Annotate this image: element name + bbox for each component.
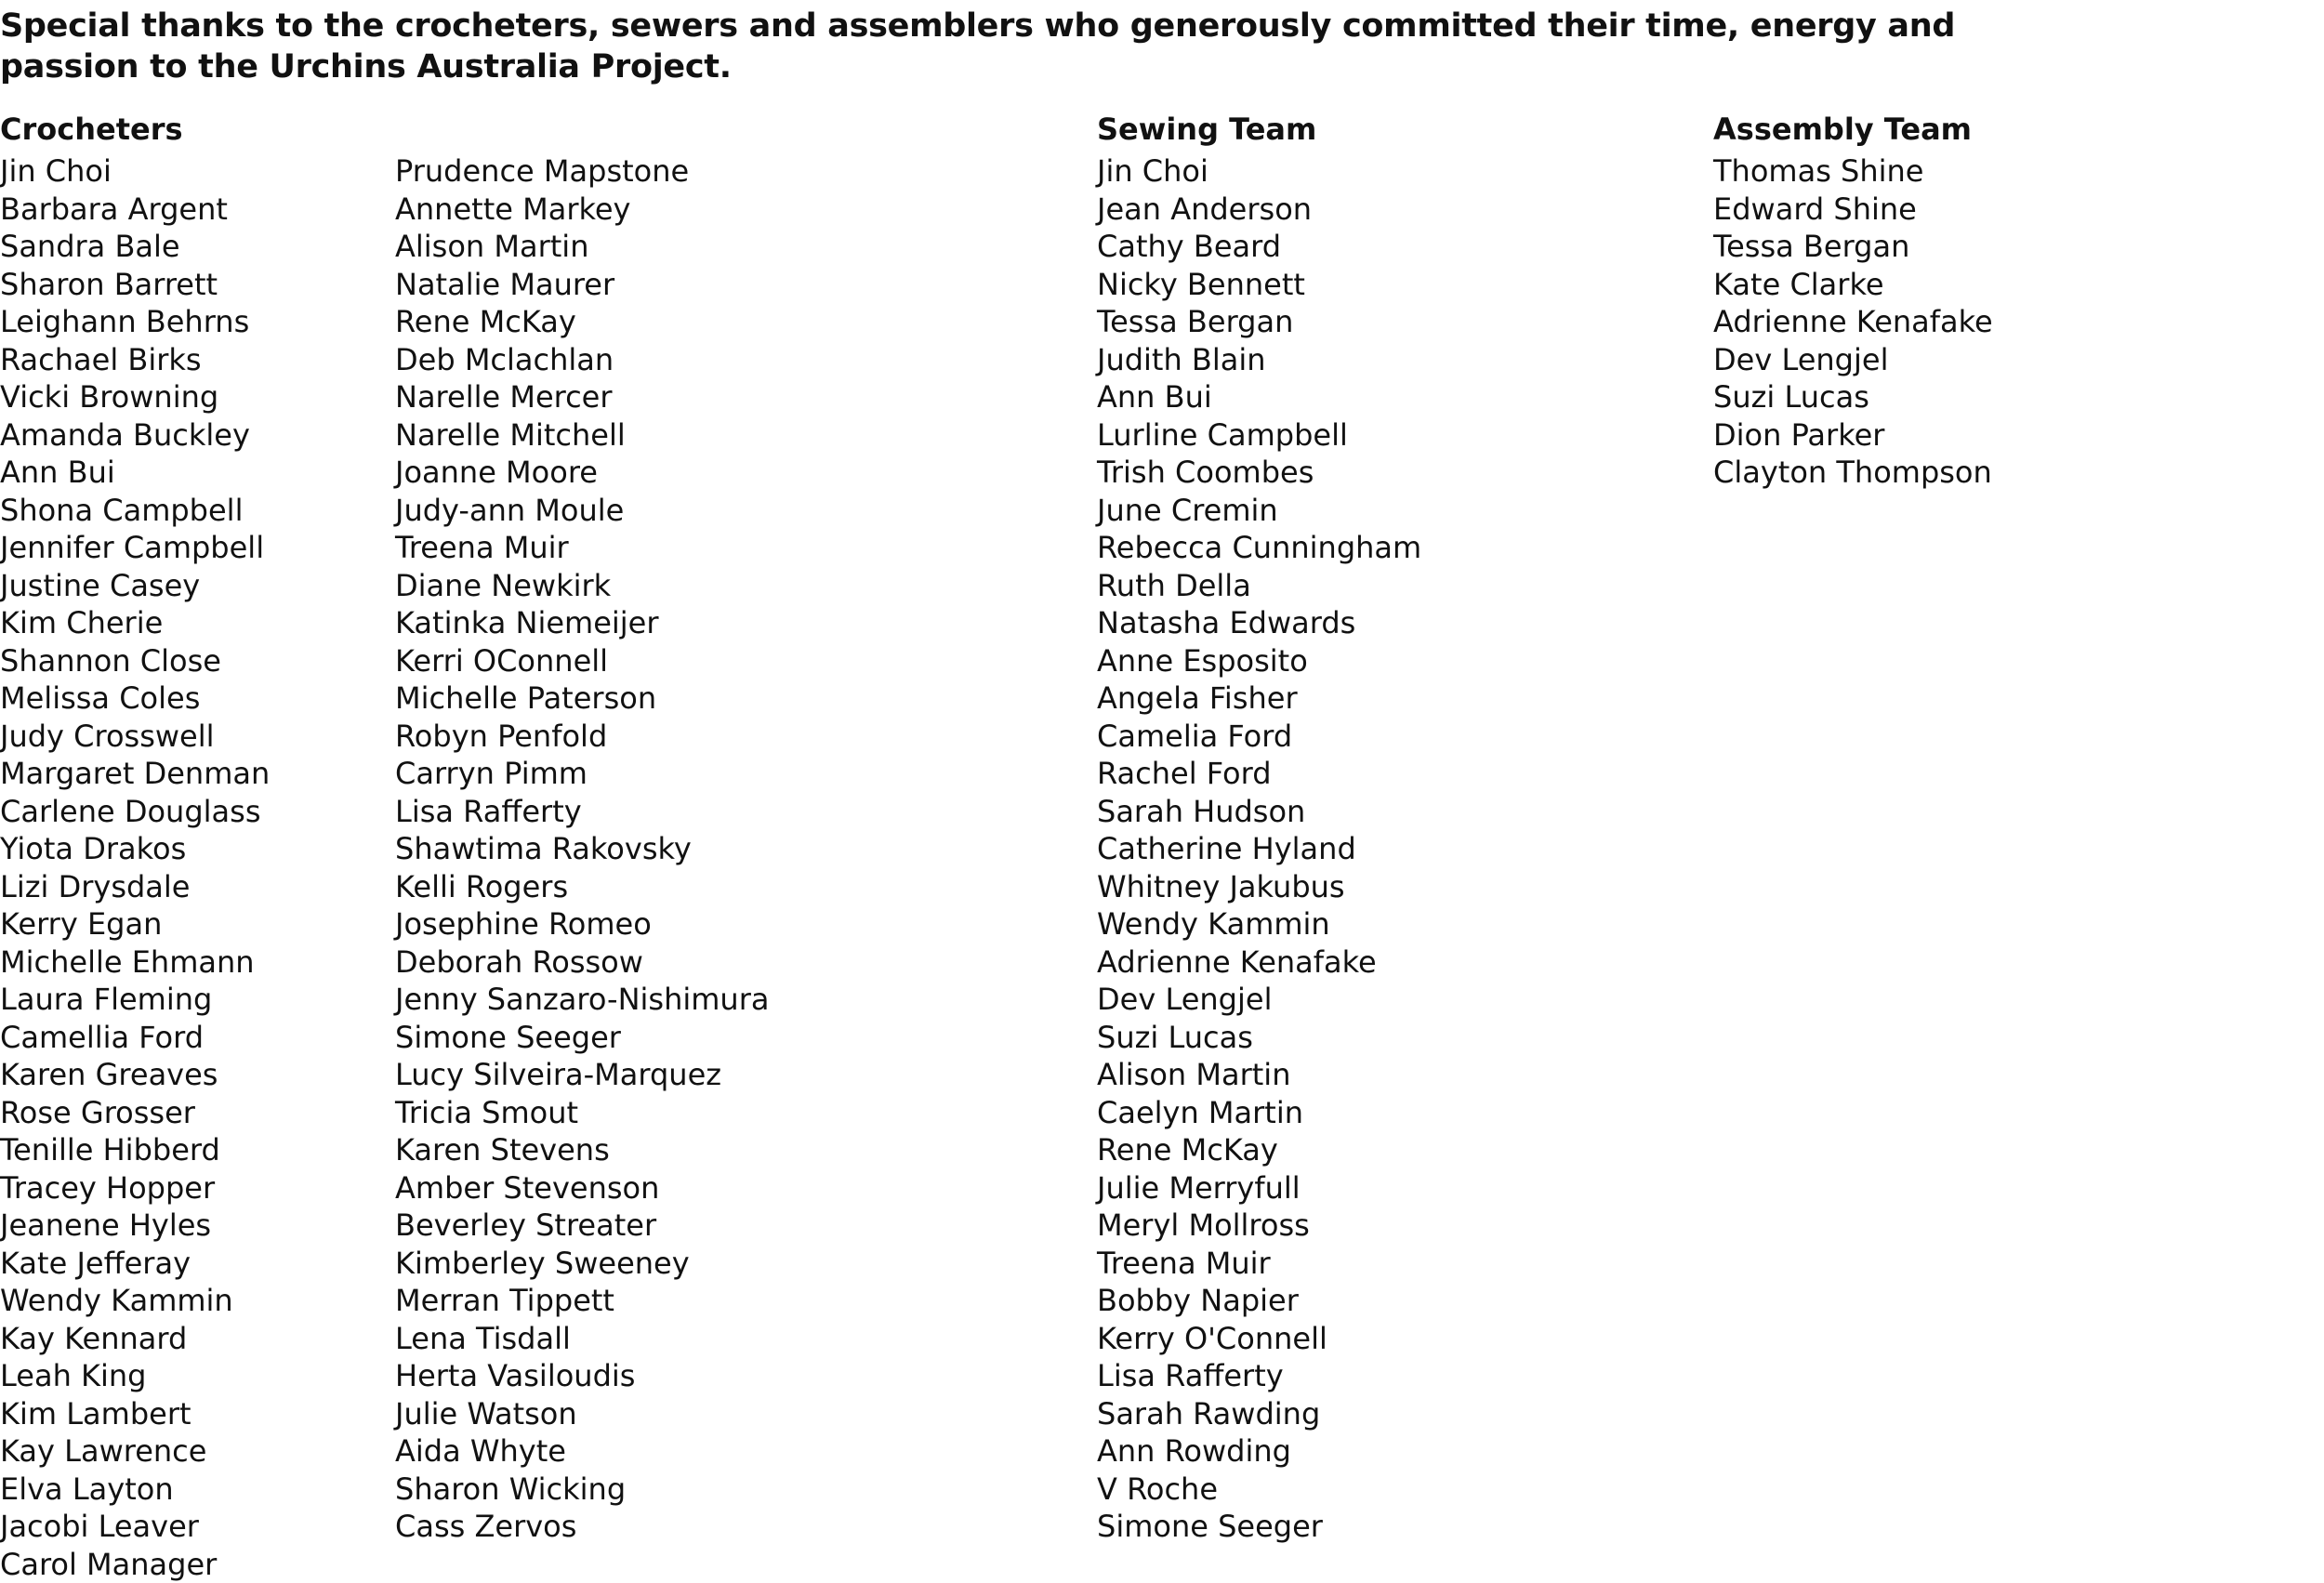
assembly-team-list [1713,152,1993,492]
list-item: Whitney Jakubus [1097,868,1421,906]
crocheters-list-2 [395,152,769,1546]
list-item: Michelle Ehmann [0,943,270,982]
list-item: Kim Cherie [0,604,270,642]
list-item: Narelle Mitchell [395,416,769,455]
list-item: Jin Choi [1097,152,1421,191]
assembly-team-heading: Assembly Team [1713,106,1993,152]
list-item: Wendy Kammin [1097,905,1421,943]
list-item: Caelyn Martin [1097,1094,1421,1132]
list-item: June Cremin [1097,492,1421,530]
list-item: Alison Martin [1097,1056,1421,1094]
list-item: Leighann Behrns [0,303,270,341]
list-item: Clayton Thompson [1713,454,1993,492]
list-item: Nicky Bennett [1097,266,1421,304]
list-item: Edward Shine [1713,191,1993,229]
list-item: Julie Merryfull [1097,1169,1421,1207]
list-item: Camelia Ford [1097,718,1421,756]
list-item: Jin Choi [0,152,270,191]
list-item: Deb Mclachlan [395,341,769,379]
list-item: Kay Kennard [0,1320,270,1358]
list-item: Lena Tisdall [395,1320,769,1358]
list-item: Rose Grosser [0,1094,270,1132]
list-item: Alison Martin [395,228,769,266]
list-item: Kim Lambert [0,1395,270,1433]
list-item: Shannon Close [0,642,270,680]
list-item: Dion Parker [1713,416,1993,455]
list-item: Sandra Bale [0,228,270,266]
list-item: Dev Lengjel [1713,341,1993,379]
list-item: Judy Crosswell [0,718,270,756]
list-item: Cass Zervos [395,1508,769,1546]
list-item: Sarah Rawding [1097,1395,1421,1433]
list-item: Shawtima Rakovsky [395,830,769,868]
list-item: Barbara Argent [0,191,270,229]
list-item: Carlene Douglass [0,793,270,831]
list-item: Anne Esposito [1097,642,1421,680]
list-item: Treena Muir [1097,1245,1421,1283]
list-item: Amber Stevenson [395,1169,769,1207]
list-item: Jean Anderson [1097,191,1421,229]
list-item: Joanne Moore [395,454,769,492]
list-item: Lucy Silveira-Marquez [395,1056,769,1094]
sewing-team-column [1097,106,1421,1546]
list-item: Jennifer Campbell [0,529,270,567]
list-item: Lizi Drysdale [0,868,270,906]
list-item: Simone Seeger [1097,1508,1421,1546]
list-item: Tessa Bergan [1097,303,1421,341]
list-item: Tracey Hopper [0,1169,270,1207]
list-item: Adrienne Kenafake [1713,303,1993,341]
list-item: Michelle Paterson [395,679,769,718]
list-item: Tricia Smout [395,1094,769,1132]
list-item: Kay Lawrence [0,1432,270,1471]
list-item: Dev Lengjel [1097,981,1421,1019]
list-item: Ann Bui [0,454,270,492]
list-item: Margaret Denman [0,755,270,793]
list-item: Laura Fleming [0,981,270,1019]
list-item: Leah King [0,1357,270,1395]
list-item: Justine Casey [0,567,270,605]
list-item: Judith Blain [1097,341,1421,379]
list-item: Kerry O'Connell [1097,1320,1421,1358]
list-item: Kate Clarke [1713,266,1993,304]
list-item: Melissa Coles [0,679,270,718]
list-item: Elva Layton [0,1471,270,1509]
list-item: Angela Fisher [1097,679,1421,718]
list-item: Yiota Drakos [0,830,270,868]
list-item: Annette Markey [395,191,769,229]
list-item: Rene McKay [395,303,769,341]
list-item: Sharon Barrett [0,266,270,304]
list-item: Deborah Rossow [395,943,769,982]
list-item: Catherine Hyland [1097,830,1421,868]
list-item: Meryl Mollross [1097,1207,1421,1245]
list-item: Aida Whyte [395,1432,769,1471]
list-item: Simone Seeger [395,1019,769,1057]
list-item: Kerri OConnell [395,642,769,680]
list-item: Natasha Edwards [1097,604,1421,642]
list-item: Wendy Kammin [0,1282,270,1320]
crocheters-column-2 [395,106,769,1546]
list-item: Sarah Hudson [1097,793,1421,831]
list-item: Sharon Wicking [395,1471,769,1509]
list-item: Vicki Browning [0,378,270,416]
sewing-team-heading: Sewing Team [1097,106,1421,152]
sewing-team-list [1097,152,1421,1546]
list-item: Narelle Mercer [395,378,769,416]
column-heading-spacer [395,106,769,152]
list-item: Suzi Lucas [1713,378,1993,416]
list-item: Tenille Hibberd [0,1131,270,1169]
list-item: Karen Stevens [395,1131,769,1169]
list-item: Natalie Maurer [395,266,769,304]
list-item: Rachael Birks [0,341,270,379]
list-item: Ruth Della [1097,567,1421,605]
list-item: Prudence Mapstone [395,152,769,191]
list-item: Rachel Ford [1097,755,1421,793]
list-item: Merran Tippett [395,1282,769,1320]
list-item: Carryn Pimm [395,755,769,793]
list-item: Jeanene Hyles [0,1207,270,1245]
list-item: Treena Muir [395,529,769,567]
list-item: Lurline Campbell [1097,416,1421,455]
list-item: Robyn Penfold [395,718,769,756]
list-item: Ann Bui [1097,378,1421,416]
list-item: Karen Greaves [0,1056,270,1094]
list-item: Lisa Rafferty [395,793,769,831]
list-item: Julie Watson [395,1395,769,1433]
crocheters-heading: Crocheters [0,106,270,152]
list-item: Thomas Shine [1713,152,1993,191]
list-item: Rebecca Cunningham [1097,529,1421,567]
assembly-team-column [1713,106,1993,492]
list-item: Camellia Ford [0,1019,270,1057]
list-item: Amanda Buckley [0,416,270,455]
crocheters-column-1 [0,106,270,1583]
list-item: Kelli Rogers [395,868,769,906]
intro-heading: Special thanks to the crocheters, sewers and assemblers who generously committed their time, energy and passion to the Urchins Australia Project. [0,6,2045,87]
list-item: Judy-ann Moule [395,492,769,530]
list-item: Shona Campbell [0,492,270,530]
list-item: Ann Rowding [1097,1432,1421,1471]
list-item: Diane Newkirk [395,567,769,605]
list-item: Carol Manager [0,1546,270,1583]
list-item: Tessa Bergan [1713,228,1993,266]
list-item: Josephine Romeo [395,905,769,943]
list-item: Kate Jefferay [0,1245,270,1283]
list-item: Suzi Lucas [1097,1019,1421,1057]
list-item: Kerry Egan [0,905,270,943]
list-item: Bobby Napier [1097,1282,1421,1320]
list-item: Jenny Sanzaro-Nishimura [395,981,769,1019]
list-item: Beverley Streater [395,1207,769,1245]
crocheters-list-1 [0,152,270,1583]
list-item: Kimberley Sweeney [395,1245,769,1283]
list-item: Cathy Beard [1097,228,1421,266]
list-item: Trish Coombes [1097,454,1421,492]
list-item: V Roche [1097,1471,1421,1509]
list-item: Rene McKay [1097,1131,1421,1169]
list-item: Katinka Niemeijer [395,604,769,642]
list-item: Adrienne Kenafake [1097,943,1421,982]
list-item: Jacobi Leaver [0,1508,270,1546]
list-item: Herta Vasiloudis [395,1357,769,1395]
list-item: Lisa Rafferty [1097,1357,1421,1395]
